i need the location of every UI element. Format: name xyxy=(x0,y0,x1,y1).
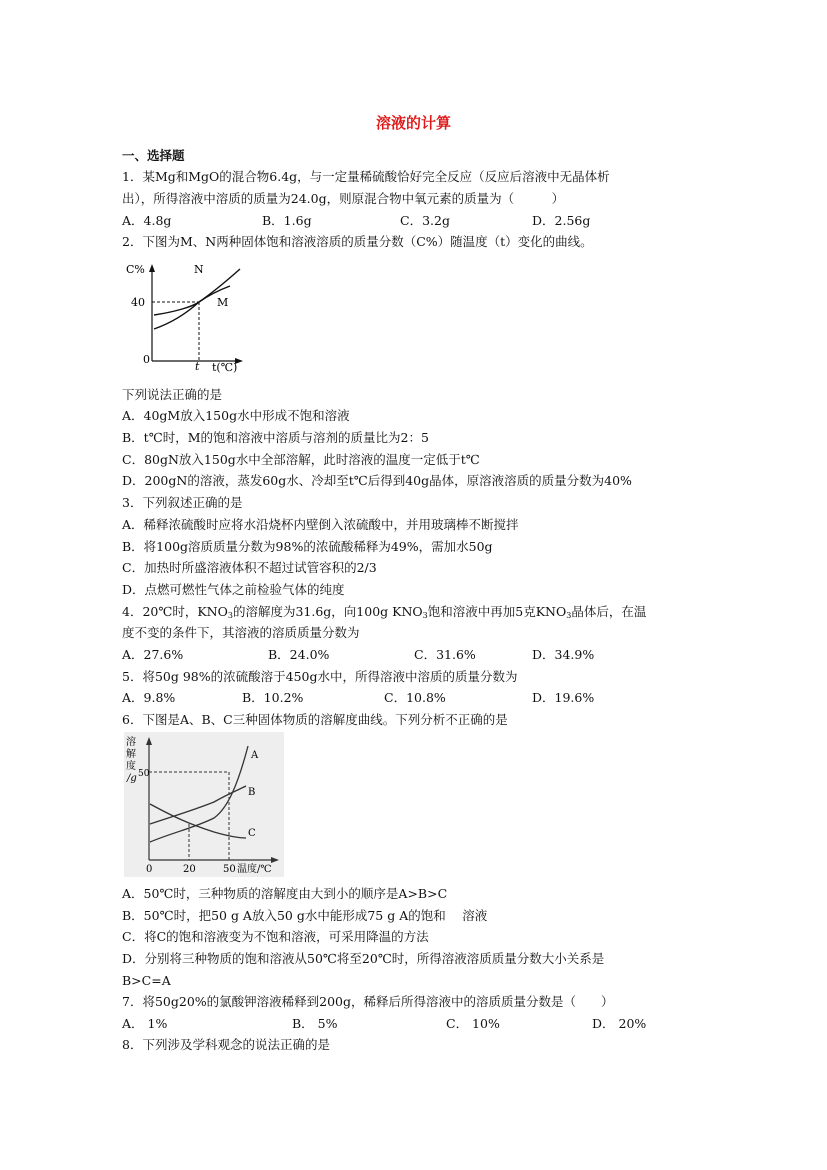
y-axis-label-1: 溶 xyxy=(126,737,136,748)
mass-fraction-diagram xyxy=(124,257,252,375)
solubility-figure xyxy=(124,732,284,877)
option-a: A． 1% xyxy=(122,1016,168,1031)
subscript-3: 3 xyxy=(422,611,428,620)
y-tick-label: 50 xyxy=(138,769,150,779)
option-a: A．4.8g xyxy=(122,213,172,228)
question-3-stem: 3．下列叙述正确的是 xyxy=(122,495,243,510)
option-b: B．24.0% xyxy=(268,647,330,662)
solubility-diagram xyxy=(124,732,284,877)
y-axis-label-2: 解 xyxy=(126,749,136,760)
question-6-option-d-line-1: D．分别将三种物质的饱和溶液从50℃将至20℃时，所得溶液溶质质量分数大小关系是 xyxy=(122,951,605,966)
question-2-option-a: A．40gM放入150g水中形成不饱和溶液 xyxy=(122,408,350,423)
option-d: D． 20% xyxy=(592,1016,647,1031)
option-b: B． 5% xyxy=(292,1016,338,1031)
q4-part-3: 饱和溶液中再加5克KNO xyxy=(427,604,567,619)
question-5-stem: 5．将50g 98%的浓硫酸溶于450g水中，所得溶液中溶质的质量分数为 xyxy=(122,669,518,684)
y-tick-label: 40 xyxy=(131,296,145,309)
question-1-line-2: 出），所得溶液中溶质的质量为24.0g，则原混合物中氧元素的质量为（ ） xyxy=(122,191,565,206)
option-b: B．1.6g xyxy=(262,213,312,228)
question-3-option-d: D．点燃可燃性气体之前检验气体的纯度 xyxy=(122,582,345,597)
question-6-option-c: C．将C的饱和溶液变为不饱和溶液，可采用降温的方法 xyxy=(122,929,429,944)
question-2-option-c: C．80gN放入150g水中全部溶解，此时溶液的温度一定低于t℃ xyxy=(122,452,480,467)
x-axis-label: 温度/℃ xyxy=(237,864,272,875)
subscript-3: 3 xyxy=(227,611,233,620)
question-1-line-1: 1．某Mg和MgO的混合物6.4g，与一定量稀硫酸恰好完全反应（反应后溶液中无晶体析 xyxy=(122,169,610,184)
x-axis-label: t(℃) xyxy=(212,361,238,374)
question-3-option-b: B．将100g溶质质量分数为98%的浓硫酸稀释为49%，需加水50g xyxy=(122,539,493,554)
mass-fraction-figure xyxy=(124,257,252,375)
curve-b-label: B xyxy=(248,787,256,798)
question-7-options xyxy=(122,1014,712,1034)
q4-part-1: 4．20℃时，KNO xyxy=(122,604,228,619)
curve-a xyxy=(150,746,248,842)
option-c: C． 10% xyxy=(446,1016,500,1031)
option-d: D．34.9% xyxy=(532,647,595,662)
y-axis-label-3: 度 xyxy=(126,761,136,772)
question-3-option-c: C．加热时所盛溶液体积不超过试管容积的2/3 xyxy=(122,560,377,575)
question-6-option-d-line-2: B>C=A xyxy=(122,973,171,988)
x-tick-label: t xyxy=(195,360,200,373)
option-c: C．10.8% xyxy=(384,690,446,705)
y-axis-label: C% xyxy=(126,263,145,276)
question-3-option-a: A．稀释浓硫酸时应将水沿烧杯内壁倒入浓硫酸中，并用玻璃棒不断搅拌 xyxy=(122,517,519,532)
origin-label: 0 xyxy=(146,864,153,875)
option-b: B．10.2% xyxy=(242,690,304,705)
question-5-options xyxy=(122,688,712,708)
option-c: C．3.2g xyxy=(400,213,450,228)
question-7-stem: 7．将50g20%的氯酸钾溶液稀释到200g，稀释后所得溶液中的溶质质量分数是（ ） xyxy=(122,994,614,1009)
question-6-option-a: A．50℃时，三种物质的溶解度由大到小的顺序是A>B>C xyxy=(122,886,448,901)
question-6-stem: 6．下图是A、B、C三种固体物质的溶解度曲线。下列分析不正确的是 xyxy=(122,712,508,727)
q4-part-2: 的溶解度为31.6g，向100g KNO xyxy=(232,604,423,619)
x-axis-arrow xyxy=(271,857,279,863)
question-2-option-d: D．200gN的溶液，蒸发60g水、冷却至t℃后得到40g晶体，原溶液溶质的质量分数为40% xyxy=(122,473,632,488)
origin-label: 0 xyxy=(143,353,150,366)
y-axis-label-4: /g xyxy=(127,773,137,784)
option-a: A．9.8% xyxy=(122,690,176,705)
page-title: 溶液的计算 xyxy=(375,114,451,132)
curve-b xyxy=(150,786,246,824)
option-a: A．27.6% xyxy=(122,647,184,662)
x-tick-50: 50 xyxy=(223,864,236,875)
question-6-option-b: B．50℃时，把50 g A放入50 g水中能形成75 g A的饱和 溶液 xyxy=(122,908,488,923)
y-axis-arrow xyxy=(146,737,152,745)
question-4-options xyxy=(122,645,712,665)
section-heading: 一、选择题 xyxy=(122,148,185,163)
question-2-lead: 下列说法正确的是 xyxy=(122,387,223,402)
curve-m-label: M xyxy=(217,296,229,309)
curve-a-label: A xyxy=(251,750,259,761)
curve-c-label: C xyxy=(248,828,256,839)
option-d: D．19.6% xyxy=(532,690,595,705)
question-1-options xyxy=(122,211,712,231)
question-4-line-2: 度不变的条件下，其溶液的溶质质量分数为 xyxy=(122,625,360,640)
curve-n-label: N xyxy=(194,263,204,276)
y-axis-arrow xyxy=(149,264,155,272)
q4-part-4: 晶体后，在温 xyxy=(571,604,647,619)
subscript-3: 3 xyxy=(566,611,572,620)
x-tick-20: 20 xyxy=(183,864,196,875)
option-d: D．2.56g xyxy=(532,213,591,228)
curve-c xyxy=(150,804,246,838)
option-c: C．31.6% xyxy=(414,647,476,662)
question-2-option-b: B．t℃时，M的饱和溶液中溶质与溶剂的质量比为2：5 xyxy=(122,430,429,445)
question-2-stem: 2．下图为M、N两种固体饱和溶液溶质的质量分数（C%）随温度（t）变化的曲线。 xyxy=(122,234,593,249)
question-8-stem: 8．下列涉及学科观念的说法正确的是 xyxy=(122,1037,330,1052)
